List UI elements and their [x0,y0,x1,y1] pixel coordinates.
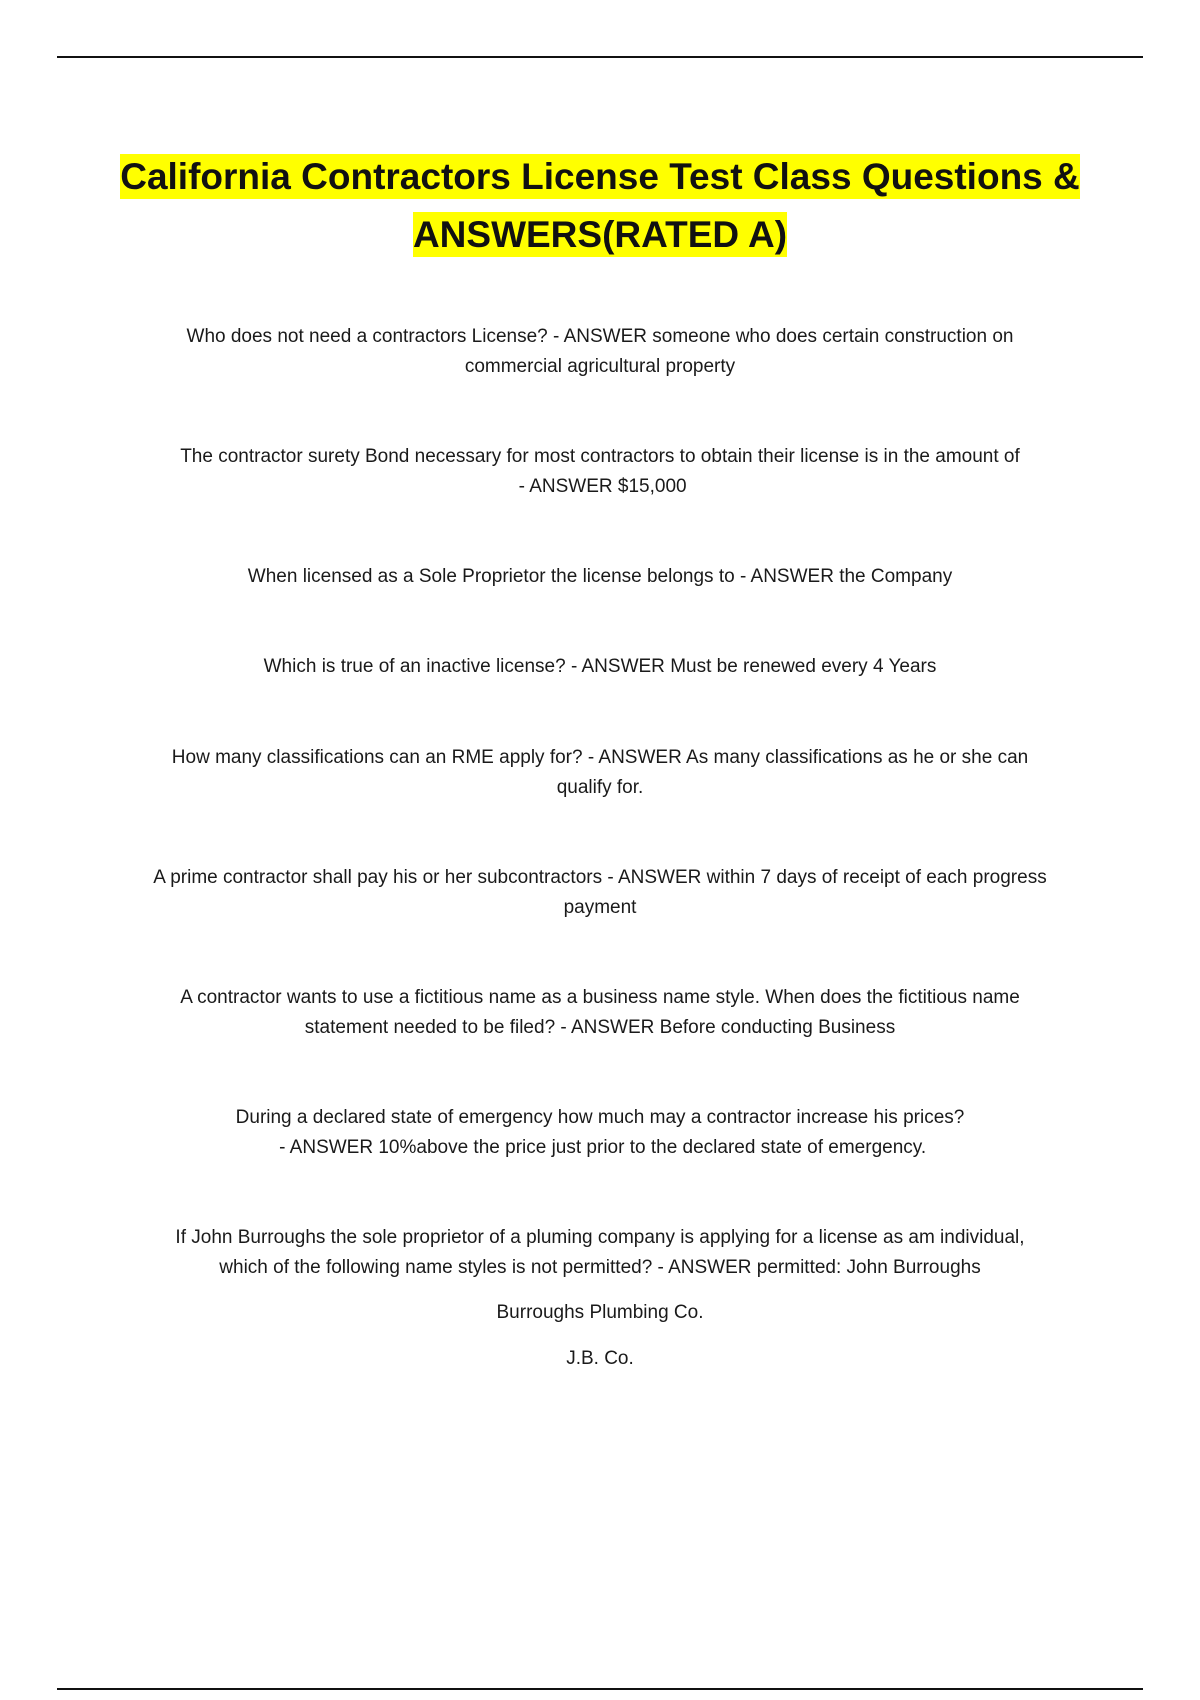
answer-separator: - ANSWER [565,656,671,677]
answer-text: the Company [839,566,953,587]
answer-text: 10%above the price just prior to the declared state of emergency. [378,1137,927,1158]
answer-separator: - ANSWER [602,867,707,888]
answer-separator: - ANSWER [513,476,618,497]
qa-item [150,743,1050,803]
question-text: A prime contractor shall pay his or her subcontractors [153,867,603,888]
answer-separator: - ANSWER [555,1017,660,1038]
bottom-rule [57,1688,1143,1690]
qa-item [150,863,1050,923]
question-text: The contractor surety Bond necessary for most contractors to obtain their license is in the amount of [180,446,1020,467]
answer-continuation-line: J.B. Co. [566,1348,634,1369]
answer-separator: - ANSWER [582,747,687,768]
qa-item [150,442,1050,502]
qa-item [150,652,1050,682]
question-text: Which is true of an inactive license? [263,656,566,677]
qa-item [150,1103,1050,1163]
question-text: A contractor wants to use a fictitious name as a business name style. When does the fictitious name statement needed to be filed? [180,987,1020,1038]
answer-separator: - ANSWER [273,1137,379,1158]
answer-text: As many classifications as he or she can qualify for. [556,747,1029,798]
question-text: When licensed as a Sole Proprietor the license belongs to [247,566,735,587]
qa-item [150,562,1050,592]
question-text: How many classifications can an RME apply for? [171,747,583,768]
answer-text: Before conducting Business [659,1017,896,1038]
answer-text: someone who does certain construction on commercial agricultural property [464,326,1014,377]
answer-text: permitted: John Burroughs [756,1257,981,1278]
question-text: During a declared state of emergency how much may a contractor increase his prices? [235,1107,965,1128]
question-text: If John Burroughs the sole proprietor of a pluming company is applying for a license as am individual, which of the following name styles is not permitted? [175,1227,1025,1278]
answer-continuation-line: Burroughs Plumbing Co. [496,1302,704,1323]
title-highlight: California Contractors License Test Class Questions & ANSWERS(RATED A) [120,156,1080,255]
answer-separator: - ANSWER [734,566,840,587]
qa-item [150,322,1050,382]
question-text: Who does not need a contractors License? [186,326,548,347]
answer-separator: - ANSWER [652,1257,757,1278]
qa-item [150,983,1050,1043]
answer-text: $15,000 [617,476,687,497]
answer-text: within 7 days of receipt of each progress payment [563,867,1047,918]
answer-text: Must be renewed every 4 Years [670,656,937,677]
top-rule [57,56,1143,58]
qa-item [150,1223,1050,1283]
page-title [100,148,1100,264]
answer-separator: - ANSWER [547,326,653,347]
